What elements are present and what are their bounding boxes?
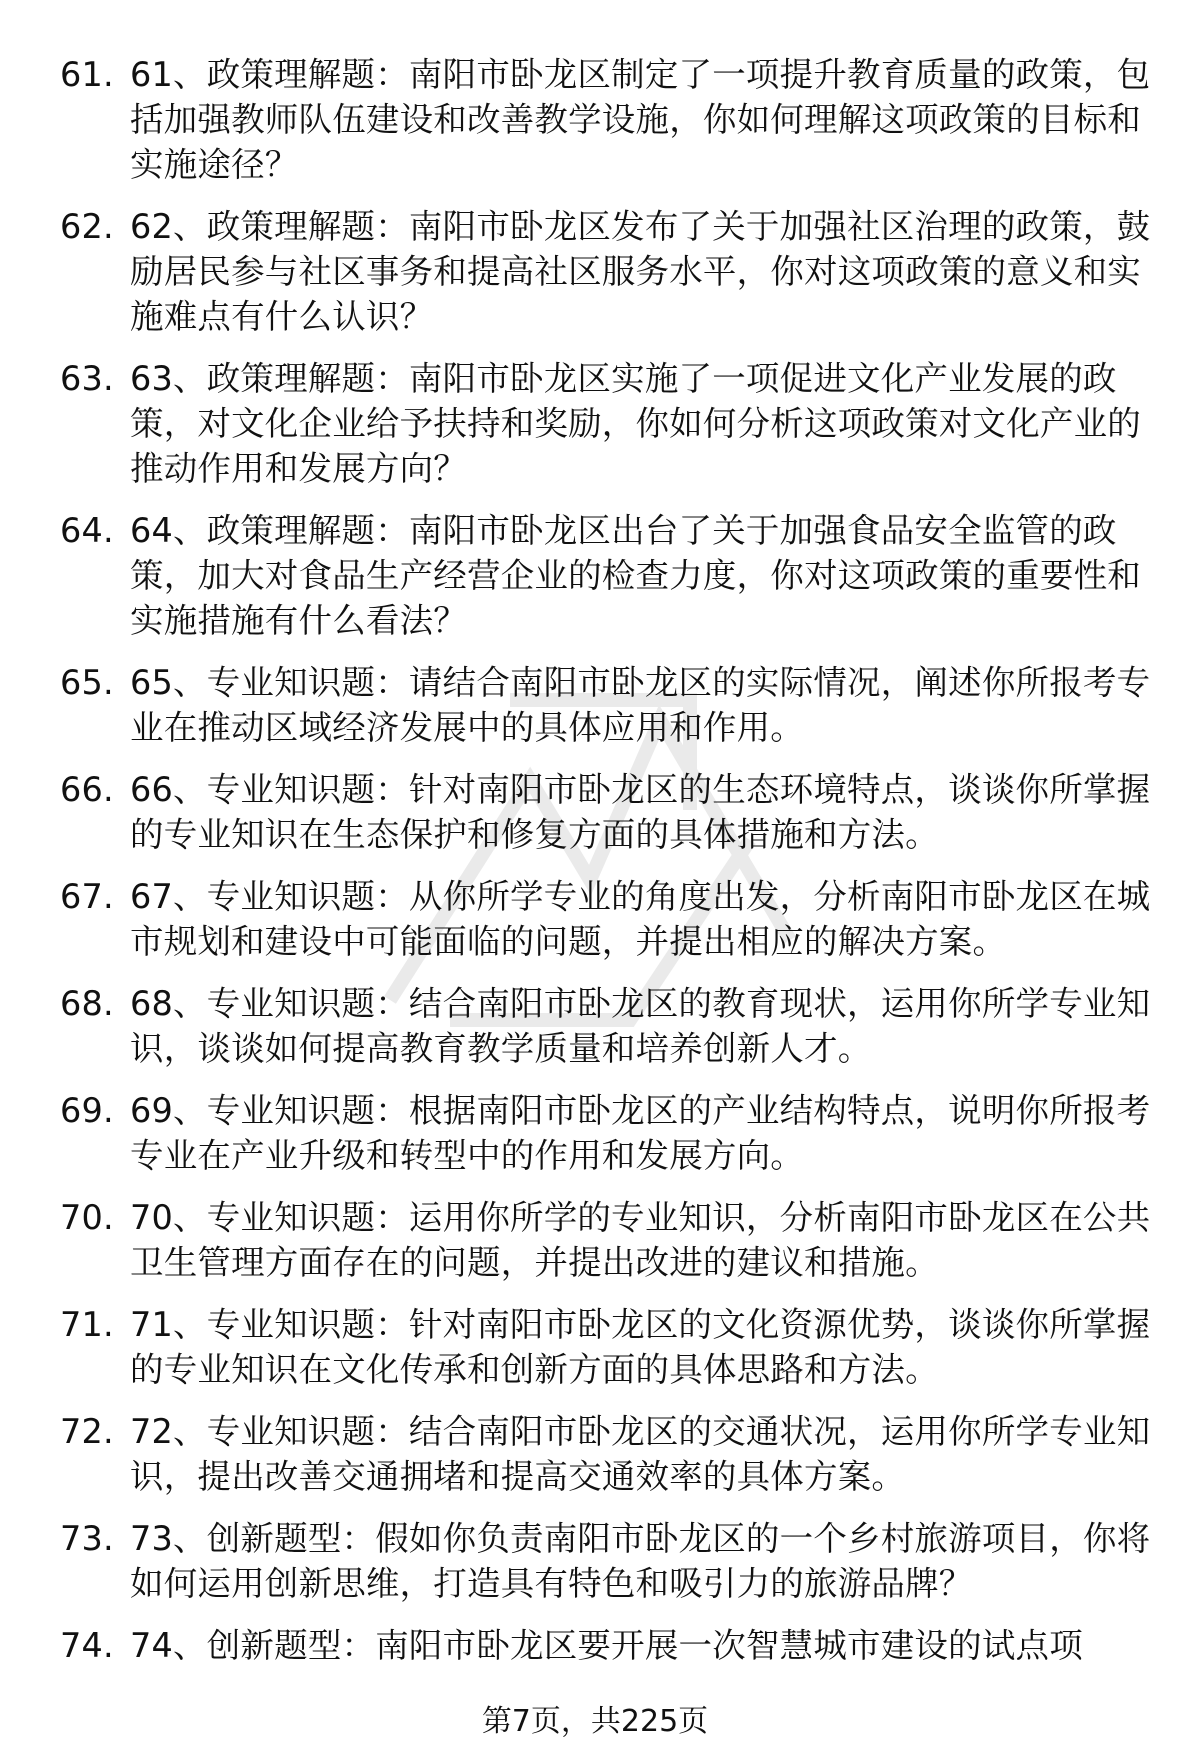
list-item: [60, 508, 1160, 643]
item-text: 69、专业知识题：根据南阳市卧龙区的产业结构特点，说明你所报考专业在产业升级和转型中的作用和发展方向。: [130, 1091, 1151, 1175]
list-item: [60, 204, 1160, 339]
page-number-label: 第7页，共225页: [481, 1704, 709, 1739]
item-number: 74.: [60, 1626, 114, 1665]
item-text: 64、政策理解题：南阳市卧龙区出台了关于加强食品安全监管的政策，加大对食品生产经营企业的检查力度，你对这项政策的重要性和实施措施有什么看法？: [130, 511, 1141, 640]
list-item: [60, 874, 1160, 964]
item-text: 70、专业知识题：运用你所学的专业知识，分析南阳市卧龙区在公共卫生管理方面存在的问题，并提出改进的建议和措施。: [130, 1198, 1151, 1282]
item-text: 63、政策理解题：南阳市卧龙区实施了一项促进文化产业发展的政策，对文化企业给予扶持和奖励，你如何分析这项政策对文化产业的推动作用和发展方向？: [130, 359, 1141, 488]
item-number: 64.: [60, 511, 114, 550]
list-item: [60, 1623, 1160, 1668]
list-item: [60, 1302, 1160, 1392]
item-text: 72、专业知识题：结合南阳市卧龙区的交通状况，运用你所学专业知识，提出改善交通拥堵和提高交通效率的具体方案。: [130, 1412, 1151, 1496]
list-item: [60, 1195, 1160, 1285]
list-item: [60, 52, 1160, 187]
item-text: 66、专业知识题：针对南阳市卧龙区的生态环境特点，谈谈你所掌握的专业知识在生态保护和修复方面的具体措施和方法。: [130, 770, 1151, 854]
item-number: 70.: [60, 1198, 114, 1237]
item-text: 62、政策理解题：南阳市卧龙区发布了关于加强社区治理的政策，鼓励居民参与社区事务和提高社区服务水平，你对这项政策的意义和实施难点有什么认识？: [130, 207, 1151, 336]
item-text: 68、专业知识题：结合南阳市卧龙区的教育现状，运用你所学专业知识，谈谈如何提高教育教学质量和培养创新人才。: [130, 984, 1151, 1068]
item-number: 62.: [60, 207, 114, 246]
list-item: [60, 1409, 1160, 1499]
item-number: 73.: [60, 1519, 114, 1558]
list-item: [60, 1516, 1160, 1606]
item-text: 65、专业知识题：请结合南阳市卧龙区的实际情况，阐述你所报考专业在推动区域经济发展中的具体应用和作用。: [130, 663, 1151, 747]
item-text: 74、创新题型：南阳市卧龙区要开展一次智慧城市建设的试点项: [130, 1626, 1083, 1665]
item-text: 73、创新题型：假如你负责南阳市卧龙区的一个乡村旅游项目，你将如何运用创新思维，打造具有特色和吸引力的旅游品牌？: [130, 1519, 1151, 1603]
item-text: 67、专业知识题：从你所学专业的角度出发，分析南阳市卧龙区在城市规划和建设中可能面临的问题，并提出相应的解决方案。: [130, 877, 1151, 961]
question-list: [60, 52, 1160, 1685]
item-number: 65.: [60, 663, 114, 702]
list-item: [60, 356, 1160, 491]
list-item: [60, 1088, 1160, 1178]
item-text: 71、专业知识题：针对南阳市卧龙区的文化资源优势，谈谈你所掌握的专业知识在文化传承和创新方面的具体思路和方法。: [130, 1305, 1151, 1389]
item-number: 67.: [60, 877, 114, 916]
list-item: [60, 767, 1160, 857]
item-number: 68.: [60, 984, 114, 1023]
page-footer: [0, 1702, 1190, 1742]
item-text: 61、政策理解题：南阳市卧龙区制定了一项提升教育质量的政策，包括加强教师队伍建设和改善教学设施，你如何理解这项政策的目标和实施途径？: [130, 55, 1151, 184]
list-item: [60, 660, 1160, 750]
list-item: [60, 981, 1160, 1071]
item-number: 72.: [60, 1412, 114, 1451]
item-number: 61.: [60, 55, 114, 94]
item-number: 71.: [60, 1305, 114, 1344]
item-number: 66.: [60, 770, 114, 809]
item-number: 69.: [60, 1091, 114, 1130]
item-number: 63.: [60, 359, 114, 398]
